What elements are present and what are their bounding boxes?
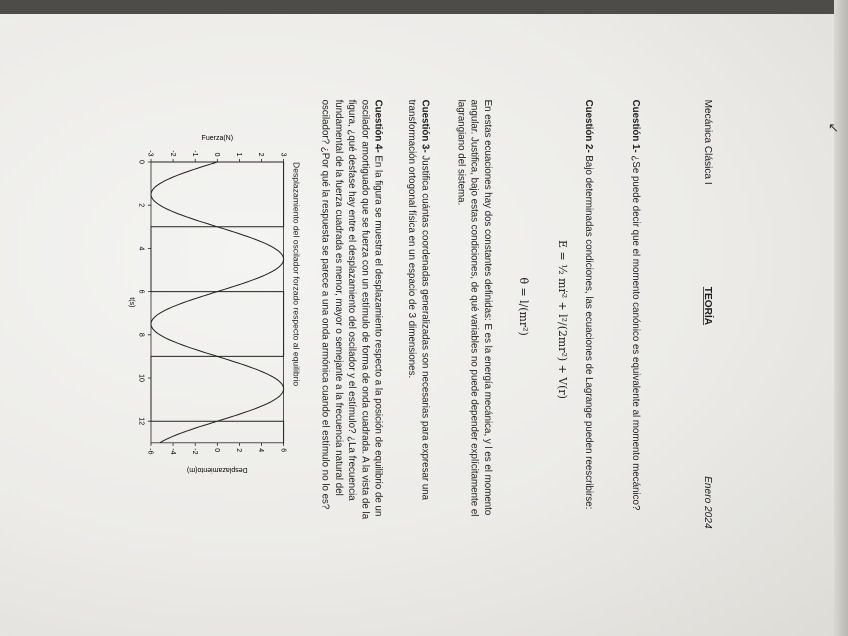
x-tick-label: 4 (137, 246, 145, 251)
y-right-tick-label: -2 (190, 448, 198, 455)
y-right-tick-label: 0 (212, 448, 220, 453)
x-tick-label: 8 (137, 332, 145, 337)
y-left-tick-label: 1 (235, 152, 243, 157)
question-3 (405, 100, 432, 537)
y-right-tick-label: -4 (168, 448, 176, 455)
x-axis-label: t(s) (127, 297, 135, 308)
exam-date: Enero 2024 (702, 476, 715, 529)
exam-sheet (120, 84, 728, 552)
question-text: Justifica cuántas coordenadas generalizadas son necesarias para expresar una transformación ortogonal física en un espacio de 3 dimensiones. (406, 99, 432, 501)
cursor-icon: ↖ (828, 120, 839, 135)
question-text: Bajo determinadas condiciones, las ecuaciones de Lagrange pueden reescribirse: (583, 152, 595, 510)
sheet-shadow (834, 0, 848, 636)
y-right-tick-label: 2 (235, 448, 243, 453)
question-2 (582, 100, 595, 537)
y-left-tick-label: -1 (190, 150, 198, 157)
table-edge (0, 0, 848, 14)
oscillator-chart (128, 131, 292, 474)
y-left-tick-label: 3 (279, 152, 287, 157)
y-left-tick-label: 2 (257, 152, 265, 157)
question-4 (319, 100, 385, 537)
question-2-paragraph: En estas ecuaciones hay dos constantes definidas: E es la energía mecánica, y l es el momento angular. Justifica, bajo estas condiciones, de qué variables no puede depender explícitamente el lagrangiano del sistema. (455, 99, 494, 517)
y-right-tick-label: 4 (257, 448, 265, 453)
y-right-tick-label: 6 (279, 448, 287, 453)
question-label: Cuestión 2- (583, 99, 595, 153)
x-tick-label: 0 (137, 160, 145, 164)
course-name: Mecánica Clásica I (702, 99, 715, 185)
question-label: Cuestión 4- (373, 99, 385, 153)
y-left-tick-label: -2 (168, 150, 176, 157)
square-wave-line (151, 162, 284, 443)
energy-equation: E = ½ mṙ² + l²/(2mr²) + V(r) (555, 240, 569, 399)
x-tick-label: 12 (137, 417, 145, 426)
x-tick-label: 10 (137, 374, 145, 382)
y-right-tick-label: -6 (146, 448, 154, 455)
y-left-axis-label: Fuerza(N) (201, 135, 234, 143)
chart-title: Desplazamiento del oscilador forzado respecto al equilibrio (291, 162, 301, 387)
question-text: En la figura se muestra el desplazamiento respecto a la posición de equilibrio de un oscilador amortiguado que se fuerza con un estímulo de forma de onda cuadrada. A la vista de la figura, ¿qué desfase hay entre el desplazamiento del oscilador y el estímulo? ¿La frecuencia fundamental de la fuerza cuadrada es menor, mayor o semejante a la frecuencia natural del oscilador? ¿Por qué la respuesta se parece a una onda armónica cuando el estímulo no lo es? (320, 99, 385, 520)
question-label: Cuestión 3- (420, 99, 432, 153)
theta-equation: θ̇ = l/(mr²) (516, 277, 530, 336)
question-text: ¿Se puede decir que el momento canónico es equivalente al momento mecánico? (630, 152, 642, 511)
question-1 (629, 100, 642, 537)
y-left-tick-label: 0 (212, 152, 220, 157)
y-left-tick-label: -3 (146, 150, 154, 157)
plot-frame (151, 162, 284, 443)
displacement-sine-line (151, 162, 284, 443)
section-title: TEORÍA (702, 286, 715, 326)
x-tick-label: 2 (137, 203, 145, 208)
y-right-axis-label: Desplazamiento(m) (186, 465, 248, 473)
x-tick-label: 6 (137, 289, 145, 294)
question-label: Cuestión 1- (630, 99, 642, 153)
